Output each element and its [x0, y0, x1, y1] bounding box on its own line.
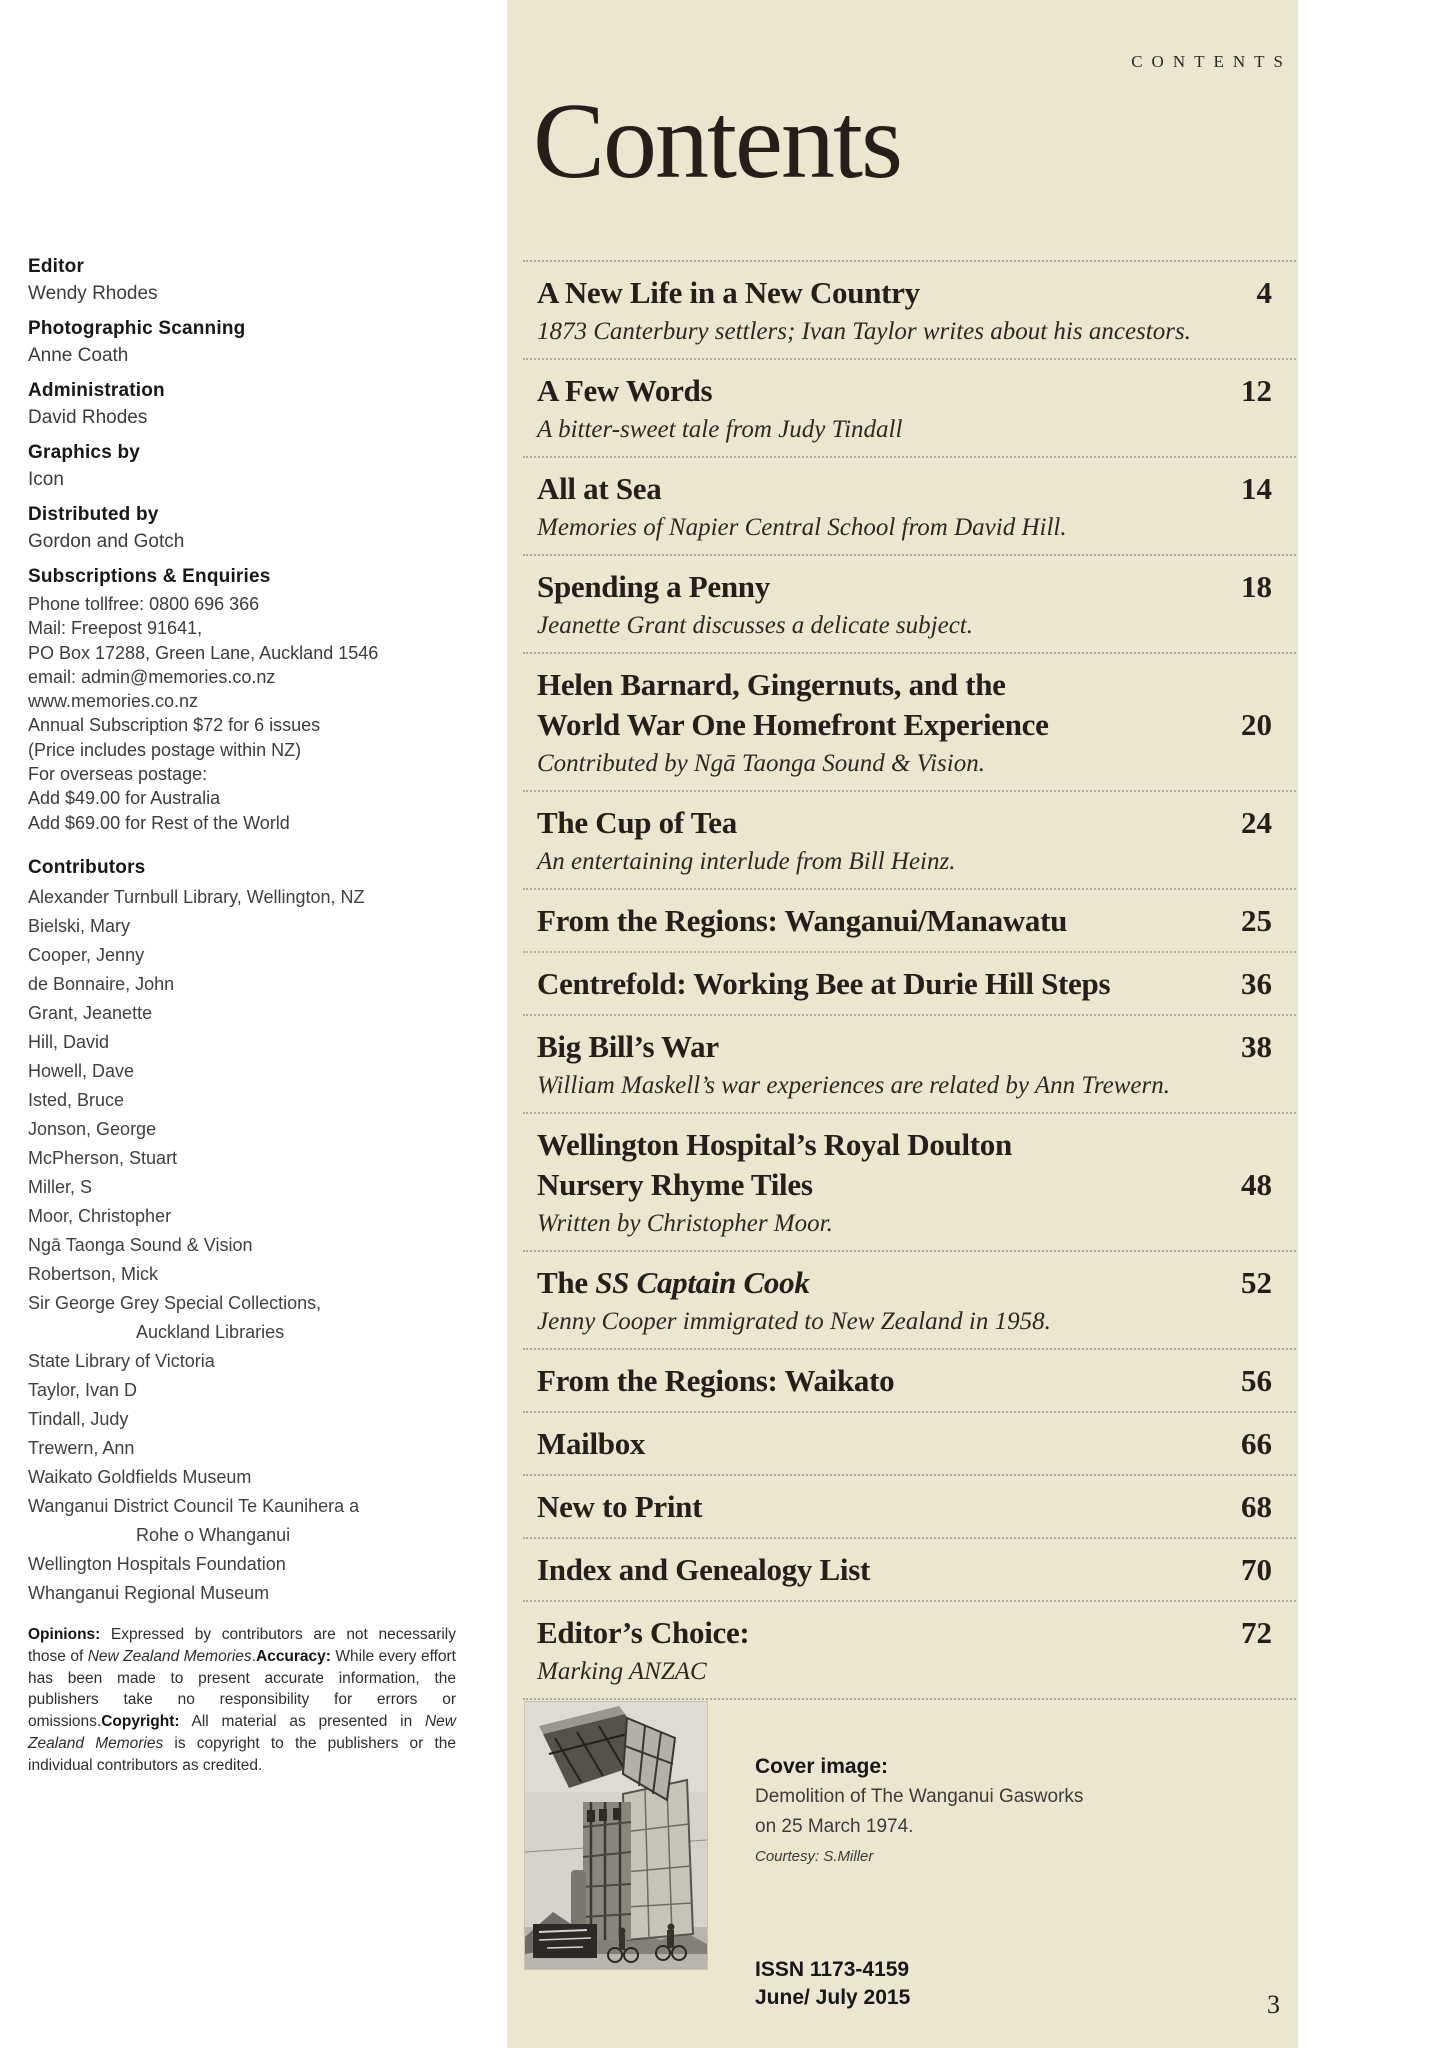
toc-entry-row	[537, 1424, 1272, 1464]
toc-entry	[523, 1600, 1296, 1698]
toc-entry-title	[537, 1125, 1225, 1205]
toc-entry-row	[537, 803, 1272, 843]
toc-entry-page-number: 25	[1241, 903, 1272, 938]
toc-entry-title	[537, 665, 1225, 745]
toc-title-line	[537, 469, 1225, 509]
toc-entry	[523, 554, 1296, 652]
toc-entry-title	[537, 1550, 1225, 1590]
cover-image-caption-line1: Demolition of The Wanganui Gasworks	[755, 1786, 1084, 1807]
toc-title-segment: A New Life in a New Country	[537, 275, 920, 310]
notice-label: Accuracy:	[256, 1647, 331, 1665]
toc-entry-title	[537, 803, 1225, 843]
toc-title-segment: Editor’s Choice:	[537, 1615, 750, 1650]
toc-entry	[523, 951, 1296, 1014]
toc-title-line	[537, 1361, 1225, 1401]
notice-label: Copyright:	[101, 1713, 180, 1731]
toc-entry-page-number: 38	[1241, 1029, 1272, 1064]
role-label: Administration	[28, 380, 165, 401]
contributors-heading: Contributors	[28, 856, 146, 878]
toc-entry-row	[537, 1613, 1272, 1653]
contributor-item: Cooper, Jenny	[28, 944, 145, 965]
toc-entry-title	[537, 1487, 1225, 1527]
panel-footer	[525, 1702, 1284, 2012]
toc-entry	[523, 1411, 1296, 1474]
toc-entry-page-number: 72	[1241, 1615, 1272, 1650]
cover-image-caption-line2: on 25 March 1974.	[755, 1816, 914, 1837]
role-value: Anne Coath	[28, 345, 129, 366]
toc-entry-page-number: 12	[1241, 373, 1272, 408]
page-kicker: CONTENTS	[1131, 52, 1292, 71]
toc-entry	[523, 1112, 1296, 1250]
role-value: Gordon and Gotch	[28, 531, 185, 552]
contributor-item: Tindall, Judy	[28, 1408, 129, 1429]
legal-notices	[28, 1624, 456, 1777]
toc-entry-page-number: 14	[1241, 471, 1272, 506]
toc-entry-row	[537, 1125, 1272, 1205]
contributor-item: Whanganui Regional Museum	[28, 1582, 270, 1603]
toc-title-line	[537, 1165, 1225, 1205]
contributor-item: Moor, Christopher	[28, 1205, 172, 1226]
contributor-item: Miller, S	[28, 1176, 93, 1197]
toc-entry-page-number: 56	[1241, 1363, 1272, 1398]
page-title: Contents	[533, 82, 902, 201]
notice-text: All material as presented in	[179, 1713, 425, 1731]
toc-entry	[523, 888, 1296, 951]
toc-title-line	[537, 964, 1225, 1004]
contributor-item: Rohe o Whanganui	[136, 1524, 291, 1545]
toc-entry-row	[537, 469, 1272, 509]
cover-image-label: Cover image:	[755, 1755, 889, 1778]
masthead-role	[28, 438, 476, 492]
contributor-item: State Library of Victoria	[28, 1350, 215, 1371]
toc-entry-title	[537, 1027, 1225, 1067]
toc-entry-subtitle: Contributed by Ngā Taonga Sound & Vision.	[537, 750, 985, 777]
toc-entry-page-number: 66	[1241, 1426, 1272, 1461]
toc-title-segment: From the Regions: Wanganui/Manawatu	[537, 903, 1068, 938]
toc-entry	[523, 260, 1296, 358]
toc-title-segment: Nursery Rhyme Tiles	[537, 1167, 813, 1202]
toc-title-line	[537, 371, 1225, 411]
toc-title-segment: The Cup of Tea	[537, 805, 737, 840]
contributor-item: Alexander Turnbull Library, Wellington, NZ	[28, 886, 365, 907]
subscription-line: Phone tollfree: 0800 696 366	[28, 594, 260, 614]
toc-entry	[523, 1348, 1296, 1411]
subscription-line: (Price includes postage within NZ)	[28, 739, 302, 760]
contributor-item: Robertson, Mick	[28, 1263, 159, 1284]
toc-entry-row	[537, 273, 1272, 313]
toc-entry-title	[537, 901, 1225, 941]
toc-title-line	[537, 1487, 1225, 1527]
cover-caption-block	[755, 1702, 1083, 2012]
table-of-contents	[523, 260, 1296, 1700]
notice-label: Opinions:	[28, 1625, 101, 1643]
contributor-item: Hill, David	[28, 1031, 110, 1052]
toc-title-line	[537, 1125, 1225, 1165]
toc-entry-subtitle: Jenny Cooper immigrated to New Zealand in 1958.	[537, 1308, 1051, 1335]
toc-entry	[523, 1474, 1296, 1537]
toc-entry	[523, 790, 1296, 888]
toc-entry-page-number: 52	[1241, 1265, 1272, 1300]
cover-photo-gasworks-icon	[525, 1702, 707, 1969]
toc-entry-page-number: 20	[1241, 707, 1272, 742]
subscription-line: For overseas postage:	[28, 764, 208, 785]
contributor-item: Waikato Goldfields Museum	[28, 1466, 252, 1487]
toc-title-segment: From the Regions: Waikato	[537, 1363, 895, 1398]
subscription-line: www.memories.co.nz	[28, 691, 199, 712]
toc-entry	[523, 456, 1296, 554]
toc-entry-row	[537, 964, 1272, 1004]
toc-title-segment: Big Bill’s War	[537, 1029, 719, 1064]
toc-title-line	[537, 1550, 1225, 1590]
notice-text: is copyright to the publishers or the individual contributors as credited.	[28, 1734, 457, 1774]
toc-entry-title	[537, 371, 1225, 411]
toc-entry-title	[537, 964, 1225, 1004]
toc-entry-subtitle: 1873 Canterbury settlers; Ivan Taylor writes about his ancestors.	[537, 318, 1191, 345]
toc-entry	[523, 358, 1296, 456]
role-label: Distributed by	[28, 504, 159, 525]
toc-title-line	[537, 1027, 1225, 1067]
role-label: Graphics by	[28, 442, 141, 463]
subscription-line: Add $49.00 for Australia	[28, 788, 221, 809]
contributor-item: Isted, Bruce	[28, 1089, 125, 1110]
toc-title-line	[537, 273, 1241, 313]
toc-entry-title	[537, 1424, 1225, 1464]
toc-entry-subtitle: Memories of Napier Central School from David Hill.	[537, 514, 1067, 541]
contributor-item: Sir George Grey Special Collections,	[28, 1292, 322, 1313]
toc-entry-title	[537, 567, 1225, 607]
toc-title-line	[537, 1263, 1225, 1303]
contributors-list	[28, 883, 476, 1608]
subscriptions-details	[28, 592, 476, 835]
toc-entry-row	[537, 1550, 1272, 1590]
toc-entry-row	[537, 371, 1272, 411]
toc-entry-row	[537, 665, 1272, 745]
toc-title-segment: SS Captain Cook	[595, 1265, 810, 1300]
masthead-role	[28, 252, 476, 306]
issue-date: June/ July 2015	[755, 1986, 911, 2009]
toc-entry-row	[537, 901, 1272, 941]
subscription-line: Add $69.00 for Rest of the World	[28, 812, 290, 833]
toc-title-line	[537, 803, 1225, 843]
toc-title-line	[537, 567, 1225, 607]
toc-entry	[523, 652, 1296, 790]
contributor-item: Howell, Dave	[28, 1060, 135, 1081]
toc-title-line	[537, 705, 1225, 745]
role-label: Editor	[28, 256, 85, 277]
folio-page-number: 3	[1267, 1990, 1280, 2019]
toc-title-segment: New to Print	[537, 1489, 703, 1524]
toc-entry-page-number: 24	[1241, 805, 1272, 840]
role-value: Wendy Rhodes	[28, 283, 158, 304]
subscription-line: Mail: Freepost 91641,	[28, 618, 203, 639]
masthead-roles	[28, 252, 476, 554]
toc-title-segment: Index and Genealogy List	[537, 1552, 870, 1587]
toc-title-segment: Wellington Hospital’s Royal Doulton	[537, 1127, 1012, 1162]
toc-entry-title	[537, 1263, 1225, 1303]
toc-title-segment: Helen Barnard, Gingernuts, and the	[537, 667, 1006, 702]
notice-text: .	[251, 1647, 256, 1665]
toc-entry-subtitle: A bitter-sweet tale from Judy Tindall	[537, 416, 903, 443]
toc-entry	[523, 1537, 1296, 1600]
toc-title-segment: Mailbox	[537, 1426, 646, 1461]
toc-entry-row	[537, 1263, 1272, 1303]
contributor-item: Grant, Jeanette	[28, 1002, 153, 1023]
toc-entry-page-number: 68	[1241, 1489, 1272, 1524]
toc-entry-page-number: 48	[1241, 1167, 1272, 1202]
toc-entry	[523, 1014, 1296, 1112]
contributor-item: Jonson, George	[28, 1118, 157, 1139]
masthead-role	[28, 376, 476, 430]
toc-title-segment: A Few Words	[537, 373, 713, 408]
toc-title-segment: All at Sea	[537, 471, 662, 506]
notice-text: New Zealand Memories	[28, 1713, 456, 1752]
notice-text: New Zealand Memories	[87, 1647, 252, 1665]
toc-entry-row	[537, 1487, 1272, 1527]
contributor-item: Taylor, Ivan D	[28, 1379, 138, 1400]
subscription-line: Annual Subscription $72 for 6 issues	[28, 715, 321, 736]
toc-title-segment: World War One Homefront Experience	[537, 707, 1049, 742]
masthead-role	[28, 314, 476, 368]
toc-entry-row	[537, 1361, 1272, 1401]
toc-entry-subtitle: Marking ANZAC	[537, 1658, 707, 1685]
toc-entry-row	[537, 567, 1272, 607]
contents-panel	[507, 0, 1298, 2048]
notice-text: Expressed by contributors are not necessarily those of	[28, 1625, 456, 1665]
toc-title-line	[537, 1613, 1225, 1653]
toc-title-segment: Centrefold: Working Bee at Durie Hill Steps	[537, 966, 1111, 1001]
role-value: Icon	[28, 469, 64, 490]
toc-entry-title	[537, 1361, 1225, 1401]
subscription-line: email: admin@memories.co.nz	[28, 666, 276, 687]
toc-entry-page-number: 70	[1241, 1552, 1272, 1587]
cover-image-credit: Courtesy: S.Miller	[755, 1848, 874, 1865]
masthead-column	[28, 252, 476, 1777]
toc-entry-subtitle: Jeanette Grant discusses a delicate subject.	[537, 612, 973, 639]
toc-entry-title	[537, 273, 1241, 313]
toc-entry-row	[537, 1027, 1272, 1067]
toc-title-line	[537, 901, 1225, 941]
toc-entry-subtitle: Written by Christopher Moor.	[537, 1210, 833, 1237]
toc-entry	[523, 1250, 1296, 1348]
notice-text: While every effort has been made to present accurate information, the publishers take no responsibility for errors or omissions.	[28, 1647, 456, 1731]
issn-number: ISSN 1173-4159	[755, 1958, 910, 1981]
toc-title-line	[537, 1424, 1225, 1464]
toc-entry-subtitle: William Maskell’s war experiences are related by Ann Trewern.	[537, 1072, 1171, 1099]
toc-entry-title	[537, 469, 1225, 509]
masthead-role	[28, 500, 476, 554]
contributor-item: Auckland Libraries	[136, 1321, 285, 1342]
contributor-item: Bielski, Mary	[28, 915, 131, 936]
toc-entry-page-number: 4	[1256, 275, 1272, 310]
toc-entry-page-number: 18	[1241, 569, 1272, 604]
role-label: Photographic Scanning	[28, 318, 246, 339]
contributor-item: Ngā Taonga Sound & Vision	[28, 1234, 253, 1255]
contributor-item: Wanganui District Council Te Kaunihera a	[28, 1495, 360, 1516]
toc-title-line	[537, 665, 1225, 705]
contributor-item: Wellington Hospitals Foundation	[28, 1553, 286, 1574]
toc-entry-subtitle: An entertaining interlude from Bill Heinz.	[537, 848, 956, 875]
contributor-item: McPherson, Stuart	[28, 1147, 178, 1168]
toc-entry-title	[537, 1613, 1225, 1653]
toc-title-segment: Spending a Penny	[537, 569, 770, 604]
contributor-item: Trewern, Ann	[28, 1437, 135, 1458]
contributor-item: de Bonnaire, John	[28, 973, 175, 994]
subscriptions-heading: Subscriptions & Enquiries	[28, 566, 271, 587]
role-value: David Rhodes	[28, 407, 148, 428]
toc-title-segment: The	[537, 1265, 596, 1300]
toc-entry-page-number: 36	[1241, 966, 1272, 1001]
subscription-line: PO Box 17288, Green Lane, Auckland 1546	[28, 642, 379, 663]
toc-bottom-rule	[523, 1698, 1296, 1700]
